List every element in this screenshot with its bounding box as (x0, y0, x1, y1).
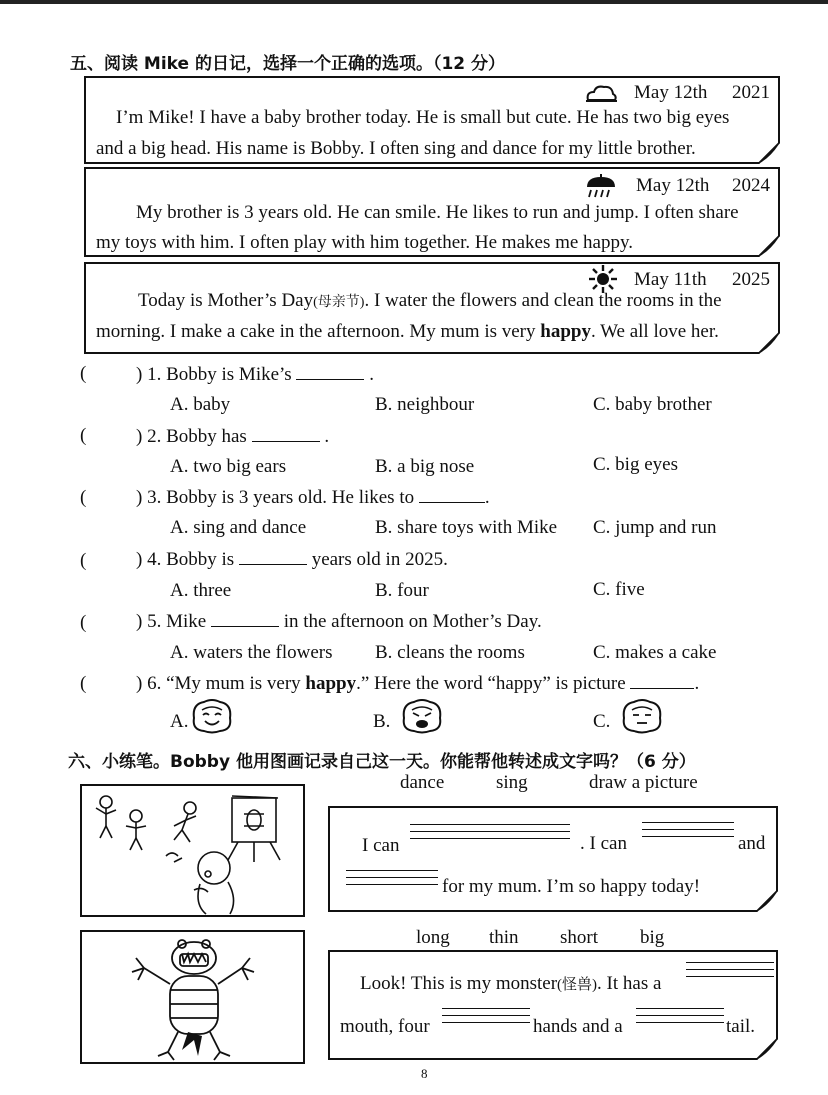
q1-blank[interactable] (296, 362, 364, 380)
box1-blank-1[interactable] (410, 824, 570, 845)
page-fold-corner (758, 332, 780, 354)
q3-stem: ) 3. Bobby is 3 years old. He likes to . (136, 487, 490, 508)
rain-icon (584, 173, 618, 199)
diary-3-line1: Today is Mother’s Day(母亲节). I water the flowers and clean the rooms in the (138, 290, 722, 311)
box2-look: Look! This is my monster(怪兽). It has a (360, 973, 662, 994)
q6-option-c[interactable]: C. (593, 711, 611, 732)
box1-and: and (738, 833, 766, 854)
q5-option-c[interactable]: C. makes a cake (593, 642, 717, 663)
box2-blank-3[interactable] (636, 1008, 724, 1029)
diary-2-line2: my toys with him. I often play with him together. He makes me happy. (96, 232, 634, 253)
q3-option-c[interactable]: C. jump and run (593, 517, 717, 538)
q4-answer-paren[interactable]: ( (80, 550, 87, 571)
writing-box-2 (328, 950, 778, 1060)
diary-2-line1: My brother is 3 years old. He can smile. He likes to run and jump. I often share (136, 202, 739, 223)
q2-answer-paren[interactable]: ( (80, 425, 87, 446)
cloud-icon (584, 82, 618, 104)
wordbank1-sing: sing (496, 772, 528, 793)
q2-option-b[interactable]: B. a big nose (375, 456, 475, 477)
box1-i-can: I can (362, 835, 400, 856)
monster-picture (80, 930, 305, 1064)
q2-blank[interactable] (252, 424, 320, 442)
q2-option-a[interactable]: A. two big ears (170, 456, 287, 477)
box2-hands: hands and a (533, 1016, 623, 1037)
wordbank2-thin: thin (489, 927, 519, 948)
q3-option-b[interactable]: B. share toys with Mike (375, 517, 558, 538)
happy-face-icon[interactable] (190, 698, 234, 734)
q1-answer-paren[interactable]: ( (80, 363, 87, 384)
diary-1-year: 2021 (732, 82, 770, 103)
writing-box-1 (328, 806, 778, 912)
box1-i-can-2: . I can (580, 833, 627, 854)
box1-blank-2[interactable] (642, 822, 734, 843)
wordbank2-short: short (560, 927, 598, 948)
sleepy-face-icon[interactable] (620, 698, 664, 734)
box2-blank-2[interactable] (442, 1008, 530, 1029)
q4-option-c[interactable]: C. five (593, 579, 645, 600)
q5-option-b[interactable]: B. cleans the rooms (375, 642, 525, 663)
diary-1-date: May 12th (634, 82, 708, 103)
page-fold-corner (756, 890, 778, 912)
q6-option-b[interactable]: B. (373, 711, 391, 732)
q6-answer-paren[interactable]: ( (80, 673, 87, 694)
page-fold-corner (758, 142, 780, 164)
page-fold-corner (756, 1038, 778, 1060)
q1-option-a[interactable]: A. baby (170, 394, 231, 415)
wordbank2-big: big (640, 927, 665, 948)
box1-tail: for my mum. I’m so happy today! (442, 876, 701, 897)
q4-stem: ) 4. Bobby is years old in 2025. (136, 549, 448, 570)
q3-option-a[interactable]: A. sing and dance (170, 517, 307, 538)
diary-entry-2 (84, 167, 780, 257)
q3-blank[interactable] (419, 485, 485, 503)
diary-3-year: 2025 (732, 269, 770, 290)
diary-2-date: May 12th (636, 175, 710, 196)
page-fold-corner (758, 235, 780, 257)
q6-stem: ) 6. “My mum is very happy.” Here the word “happy” is picture . (136, 673, 700, 694)
dancing-kids-illustration (82, 786, 303, 915)
box2-mouth: mouth, four (340, 1016, 430, 1037)
q2-option-c[interactable]: C. big eyes (593, 454, 678, 475)
q1-option-b[interactable]: B. neighbour (375, 394, 475, 415)
q3-answer-paren[interactable]: ( (80, 487, 87, 508)
diary-1-line2: and a big head. His name is Bobby. I often sing and dance for my little brother. (96, 138, 696, 159)
q5-answer-paren[interactable]: ( (80, 612, 87, 633)
q1-option-c[interactable]: C. baby brother (593, 394, 712, 415)
diary-entry-1 (84, 76, 780, 164)
box2-tail: tail. (726, 1016, 756, 1037)
q2-stem: ) 2. Bobby has . (136, 426, 330, 447)
wordbank1-draw: draw a picture (589, 772, 698, 793)
q5-option-a[interactable]: A. waters the flowers (170, 642, 333, 663)
q6-option-a[interactable]: A. (170, 711, 189, 732)
bobby-day-picture (80, 784, 305, 917)
page-number: 8 (421, 1066, 428, 1081)
wordbank2-long: long (416, 927, 450, 948)
section5-title: 五、阅读 Mike 的日记，选择一个正确的选项。（12 分） (70, 54, 506, 74)
crying-face-icon[interactable] (400, 698, 444, 734)
box2-blank-1[interactable] (686, 962, 774, 983)
diary-3-date: May 11th (634, 269, 707, 290)
q5-blank[interactable] (211, 609, 279, 627)
q4-option-a[interactable]: A. three (170, 580, 232, 601)
diary-3-line2: morning. I make a cake in the afternoon. My mum is very happy. We all love her. (96, 321, 719, 342)
q1-stem: ) 1. Bobby is Mike’s . (136, 364, 374, 385)
diary-2-year: 2024 (732, 175, 770, 196)
q6-blank[interactable] (630, 671, 694, 689)
top-rule (0, 0, 828, 4)
monster-illustration (82, 932, 303, 1062)
q5-stem: ) 5. Mike in the afternoon on Mother’s Day. (136, 611, 542, 632)
q4-option-b[interactable]: B. four (375, 580, 429, 601)
wordbank1-dance: dance (400, 772, 445, 793)
diary-1-line1: I’m Mike! I have a baby brother today. He is small but cute. He has two big eyes (116, 107, 730, 128)
section6-title: 六、小练笔。Bobby 他用图画记录自己这一天。你能帮他转述成文字吗？（6 分） (68, 752, 696, 772)
box1-blank-3[interactable] (346, 870, 438, 891)
q4-blank[interactable] (239, 547, 307, 565)
diary-entry-3 (84, 262, 780, 354)
